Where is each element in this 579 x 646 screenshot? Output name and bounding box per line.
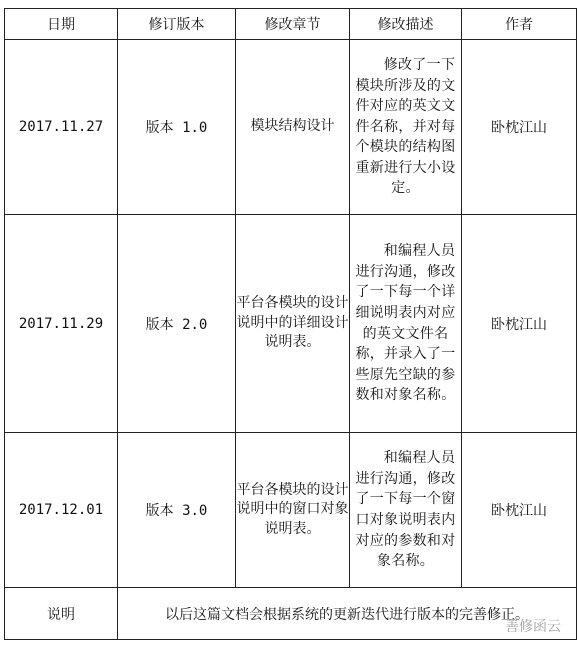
cell-date: 2017.11.27 [5, 40, 118, 215]
header-date: 日期 [5, 9, 118, 40]
cell-version: 版本 1.0 [118, 40, 236, 215]
cell-description [350, 433, 462, 588]
header-description: 修改描述 [350, 9, 462, 40]
table-row [5, 40, 577, 215]
header-version: 修订版本 [118, 9, 236, 40]
cell-chapter: 平台各模块的设计说明中的窗口对象说明表。 [236, 433, 350, 588]
cell-author: 卧枕江山 [462, 40, 577, 215]
cell-version: 版本 2.0 [118, 215, 236, 433]
table-row [5, 433, 577, 588]
cell-chapter: 平台各模块的设计说明中的详细设计说明表。 [236, 215, 350, 433]
description-text: 修改了一下模块所涉及的文件对应的英文文件名称，并对每个模块的结构图重新进行大小设定。 [355, 56, 456, 197]
cell-date: 2017.12.01 [5, 433, 118, 588]
watermark: 善修函云 [505, 619, 561, 635]
note-label: 说明 [5, 588, 118, 640]
description-text: 和编程人员进行沟通，修改了一下每一个详细说明表内对应的英文文件名称，并录入了一些原先空缺的参数和对象名称。 [355, 243, 456, 404]
cell-description [350, 215, 462, 433]
header-chapter: 修改章节 [236, 9, 350, 40]
note-row [5, 588, 577, 640]
cell-chapter: 模块结构设计 [236, 40, 350, 215]
cell-version: 版本 3.0 [118, 433, 236, 588]
description-text: 和编程人员进行沟通，修改了一下每一个窗口对象说明表内对应的参数和对象名称。 [355, 450, 456, 570]
cell-author: 卧枕江山 [462, 433, 577, 588]
revision-table [4, 8, 577, 640]
cell-description [350, 40, 462, 215]
table-row [5, 215, 577, 433]
header-row [5, 9, 577, 40]
cell-author: 卧枕江山 [462, 215, 577, 433]
note-text: 以后这篇文档会根据系统的更新迭代进行版本的完善修正。 [118, 588, 577, 640]
header-author: 作者 [462, 9, 577, 40]
cell-date: 2017.11.29 [5, 215, 118, 433]
